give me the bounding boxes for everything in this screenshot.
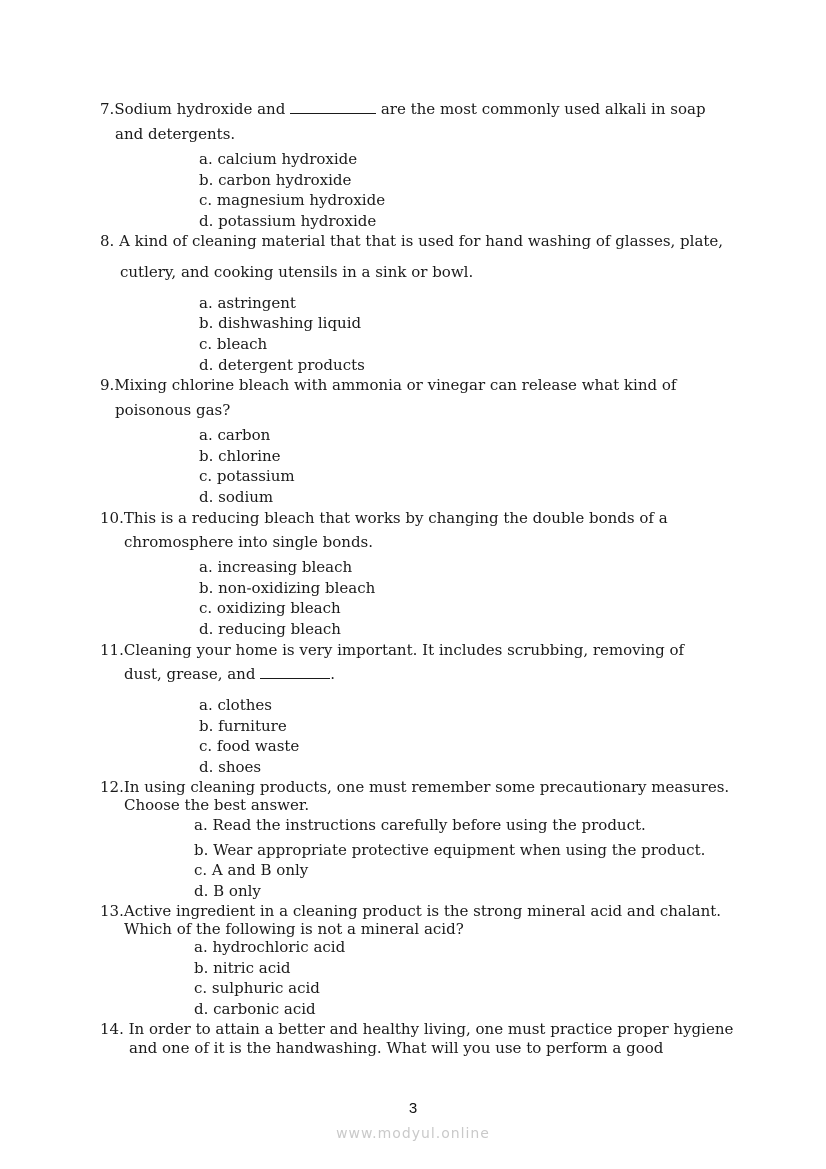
question-11-stem-line-2: dust, grease, and . [124, 665, 335, 683]
question-9-option-c: c. potassium [199, 467, 295, 485]
question-9-option-b: b. chlorine [199, 447, 281, 465]
question-11-option-d: d. shoes [199, 758, 262, 776]
question-7-option-c: c. magnesium hydroxide [199, 191, 386, 209]
question-12-option-c: c. A and B only [194, 861, 309, 879]
question-7-option-a: a. calcium hydroxide [199, 150, 358, 168]
question-11-stem-line-1: 11.Cleaning your home is very important. It includes scrubbing, removing of [100, 641, 685, 659]
question-9-stem-line-1: 9.Mixing chlorine bleach with ammonia or vinegar can release what kind of [100, 376, 677, 394]
question-9-option-a: a. carbon [199, 426, 271, 444]
question-8-option-b: b. dishwashing liquid [199, 314, 362, 332]
question-13-option-d: d. carbonic acid [194, 1000, 316, 1018]
question-7-option-b: b. carbon hydroxide [199, 171, 352, 189]
question-13-option-b: b. nitric acid [194, 959, 291, 977]
question-8-stem-line-1: 8. A kind of cleaning material that that is used for hand washing of glasses, plate, [100, 232, 724, 250]
question-12-option-d: d. B only [194, 882, 261, 900]
question-14-stem-line-1: 14. In order to attain a better and healthy living, one must practice proper hygiene [100, 1020, 734, 1038]
watermark: www.modyul.online [336, 1126, 490, 1142]
question-7-stem-line-1: 7.Sodium hydroxide and are the most commonly used alkali in soap [100, 100, 706, 118]
question-8-option-a: a. astringent [199, 294, 296, 312]
question-10-stem-line-1: 10.This is a reducing bleach that works by changing the double bonds of a [100, 509, 668, 527]
question-8-option-c: c. bleach [199, 335, 268, 353]
page-number: 3 [408, 1100, 418, 1117]
question-10-option-a: a. increasing bleach [199, 558, 353, 576]
question-8-stem-line-2: cutlery, and cooking utensils in a sink or bowl. [120, 263, 474, 281]
question-10-option-d: d. reducing bleach [199, 620, 341, 638]
question-13-stem-line-2: Which of the following is not a mineral acid? [124, 920, 464, 938]
question-10-option-c: c. oxidizing bleach [199, 599, 341, 617]
question-11-option-a: a. clothes [199, 696, 272, 714]
question-10-option-b: b. non-oxidizing bleach [199, 579, 376, 597]
question-13-stem-line-1: 13.Active ingredient in a cleaning product is the strong mineral acid and chalant. [100, 902, 722, 920]
question-11-option-b: b. furniture [199, 717, 287, 735]
question-8-option-d: d. detergent products [199, 356, 365, 374]
question-7-stem-line-2: and detergents. [115, 125, 236, 143]
question-12-option-a: a. Read the instructions carefully before using the product. [194, 816, 646, 834]
question-11-option-c: c. food waste [199, 737, 300, 755]
question-9-stem-line-2: poisonous gas? [115, 401, 231, 419]
question-13-option-a: a. hydrochloric acid [194, 938, 346, 956]
question-12-stem-line-2: Choose the best answer. [124, 796, 310, 814]
question-9-option-d: d. sodium [199, 488, 274, 506]
question-12-stem-line-1: 12.In using cleaning products, one must remember some precautionary measures. [100, 778, 730, 796]
question-10-stem-line-2: chromosphere into single bonds. [124, 533, 374, 551]
question-13-option-c: c. sulphuric acid [194, 979, 320, 997]
answer-blank [290, 100, 376, 114]
question-14-stem-line-2: and one of it is the handwashing. What will you use to perform a good [129, 1039, 664, 1057]
answer-blank [260, 665, 330, 679]
question-7-option-d: d. potassium hydroxide [199, 212, 377, 230]
question-12-option-b: b. Wear appropriate protective equipment when using the product. [194, 841, 706, 859]
